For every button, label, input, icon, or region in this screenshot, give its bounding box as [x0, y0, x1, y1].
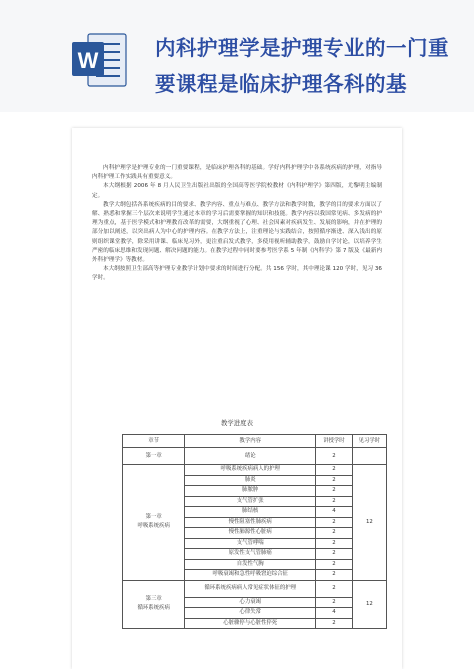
content-cell: 肺脓肿 — [185, 486, 316, 497]
schedule-table — [122, 434, 387, 629]
page-header — [0, 0, 474, 112]
page-title: 内科护理学是护理专业的一门重要课程是临床护理各科的基 — [155, 36, 449, 96]
table-row — [123, 580, 387, 597]
word-letter: W — [77, 48, 99, 73]
content-cell: 支气管哮喘 — [185, 538, 316, 549]
paragraph: 本大纲按照卫生部高等护理专业教学计划中要求的时间进行分配。共 156 学时，其中理论课 120 学时，见习 36 学时。 — [92, 266, 382, 282]
content-cell: 慢性阻塞性肺疾病 — [185, 517, 316, 528]
chapter-name: 第三章 — [145, 596, 162, 603]
document-page — [72, 128, 402, 669]
content-cell: 呼吸系统疾病病人的护理 — [185, 465, 316, 476]
content-cell: 心律失常 — [185, 608, 316, 619]
content-cell: 肺结核 — [185, 507, 316, 518]
hours-cell: 2 — [316, 570, 353, 581]
hours-cell: 2 — [316, 496, 353, 507]
hours-cell: 2 — [316, 448, 353, 465]
table-title: 教学进度表 — [221, 419, 253, 427]
hours-cell: 2 — [316, 538, 353, 549]
chapter-cell — [123, 465, 185, 581]
hours-cell: 2 — [316, 486, 353, 497]
practice-cell: 12 — [352, 465, 386, 581]
paragraph: 教学大纲包括各系统疾病的目的要求、教学内容、重点与难点、教学方法和教学时数，教学的目的要求方面以了解、熟悉和掌握三个层次来说明学生通过本章的学习后需要掌握的知识和技能。教学内容以我国常见病、多发病的护理为重点，基于医学模式和护理教育改革的需要，大纲重视了心理、社会因素对疾病发生、发展的影响，并在护理的部分加以阐述，以突出病人为中心的护理内容。在教学方法上，注重理论与实践结合，按照循序渐进、深入浅出的原则组织课堂教学，除采用讲课、临床见习外，更注重启发式教学，多使用视听辅助教学，鼓励自学讨论，以培养学生严密的临床思维和发现问题、解决问题的能力。在教学过程中同时要参考医学系 5 年制《内科学》第 7 版及《最新内外科护理学》等教材。 — [92, 201, 382, 264]
content-cell: 循环系统疾病病人常见症状体征的护理 — [185, 580, 316, 597]
table-row — [123, 448, 387, 465]
hours-cell: 2 — [316, 528, 353, 539]
hours-cell: 4 — [316, 608, 353, 619]
content-cell: 肺炎 — [185, 475, 316, 486]
content-cell: 原发性支气管肺癌 — [185, 549, 316, 560]
paragraph: 内科护理学是护理专业的一门重要课程，是临床护理各科的基础。学好内科护理学中各系统疾病的护理，对指导内科护理工作实践具有重要意义。 — [92, 165, 382, 181]
hours-cell: 2 — [316, 475, 353, 486]
document-body — [92, 164, 382, 284]
chapter-cell — [123, 580, 185, 629]
word-document-icon — [70, 28, 130, 92]
content-cell: 心脏骤停与心脏性猝死 — [185, 618, 316, 629]
paragraph: 本大纲根据 2006 年 8 月人民卫生出版社出版的全国高等医学院校教材《内科护理学》第四版，尤黎明主编制定。 — [92, 183, 382, 199]
hours-cell: 2 — [316, 465, 353, 476]
header-practice-hours: 见习学时 — [352, 435, 386, 448]
table-header-row — [123, 435, 387, 448]
hours-cell: 2 — [316, 549, 353, 560]
content-cell: 呼吸衰竭和急性呼吸窘迫综合征 — [185, 570, 316, 581]
header-content: 教学内容 — [185, 435, 316, 448]
practice-cell: 12 — [352, 580, 386, 629]
hours-cell: 2 — [316, 618, 353, 629]
chapter-subtitle: 循环系统疾病 — [137, 605, 170, 612]
chapter-subtitle: 呼吸系统疾病 — [137, 523, 170, 530]
table-row — [123, 465, 387, 476]
content-cell: 自发性气胸 — [185, 559, 316, 570]
hours-cell: 2 — [316, 580, 353, 597]
header-lecture-hours: 讲授学时 — [316, 435, 353, 448]
hours-cell: 2 — [316, 517, 353, 528]
chapter-name: 第一章 — [145, 514, 162, 521]
chapter-cell: 第一章 — [123, 448, 185, 465]
practice-cell — [352, 448, 386, 465]
content-cell: 绪论 — [185, 448, 316, 465]
content-cell: 慢性肺源性心脏病 — [185, 528, 316, 539]
hours-cell: 2 — [316, 597, 353, 608]
header-chapter: 章节 — [123, 435, 185, 448]
hours-cell: 2 — [316, 559, 353, 570]
content-cell: 心力衰竭 — [185, 597, 316, 608]
hours-cell: 4 — [316, 507, 353, 518]
content-cell: 支气管扩张 — [185, 496, 316, 507]
